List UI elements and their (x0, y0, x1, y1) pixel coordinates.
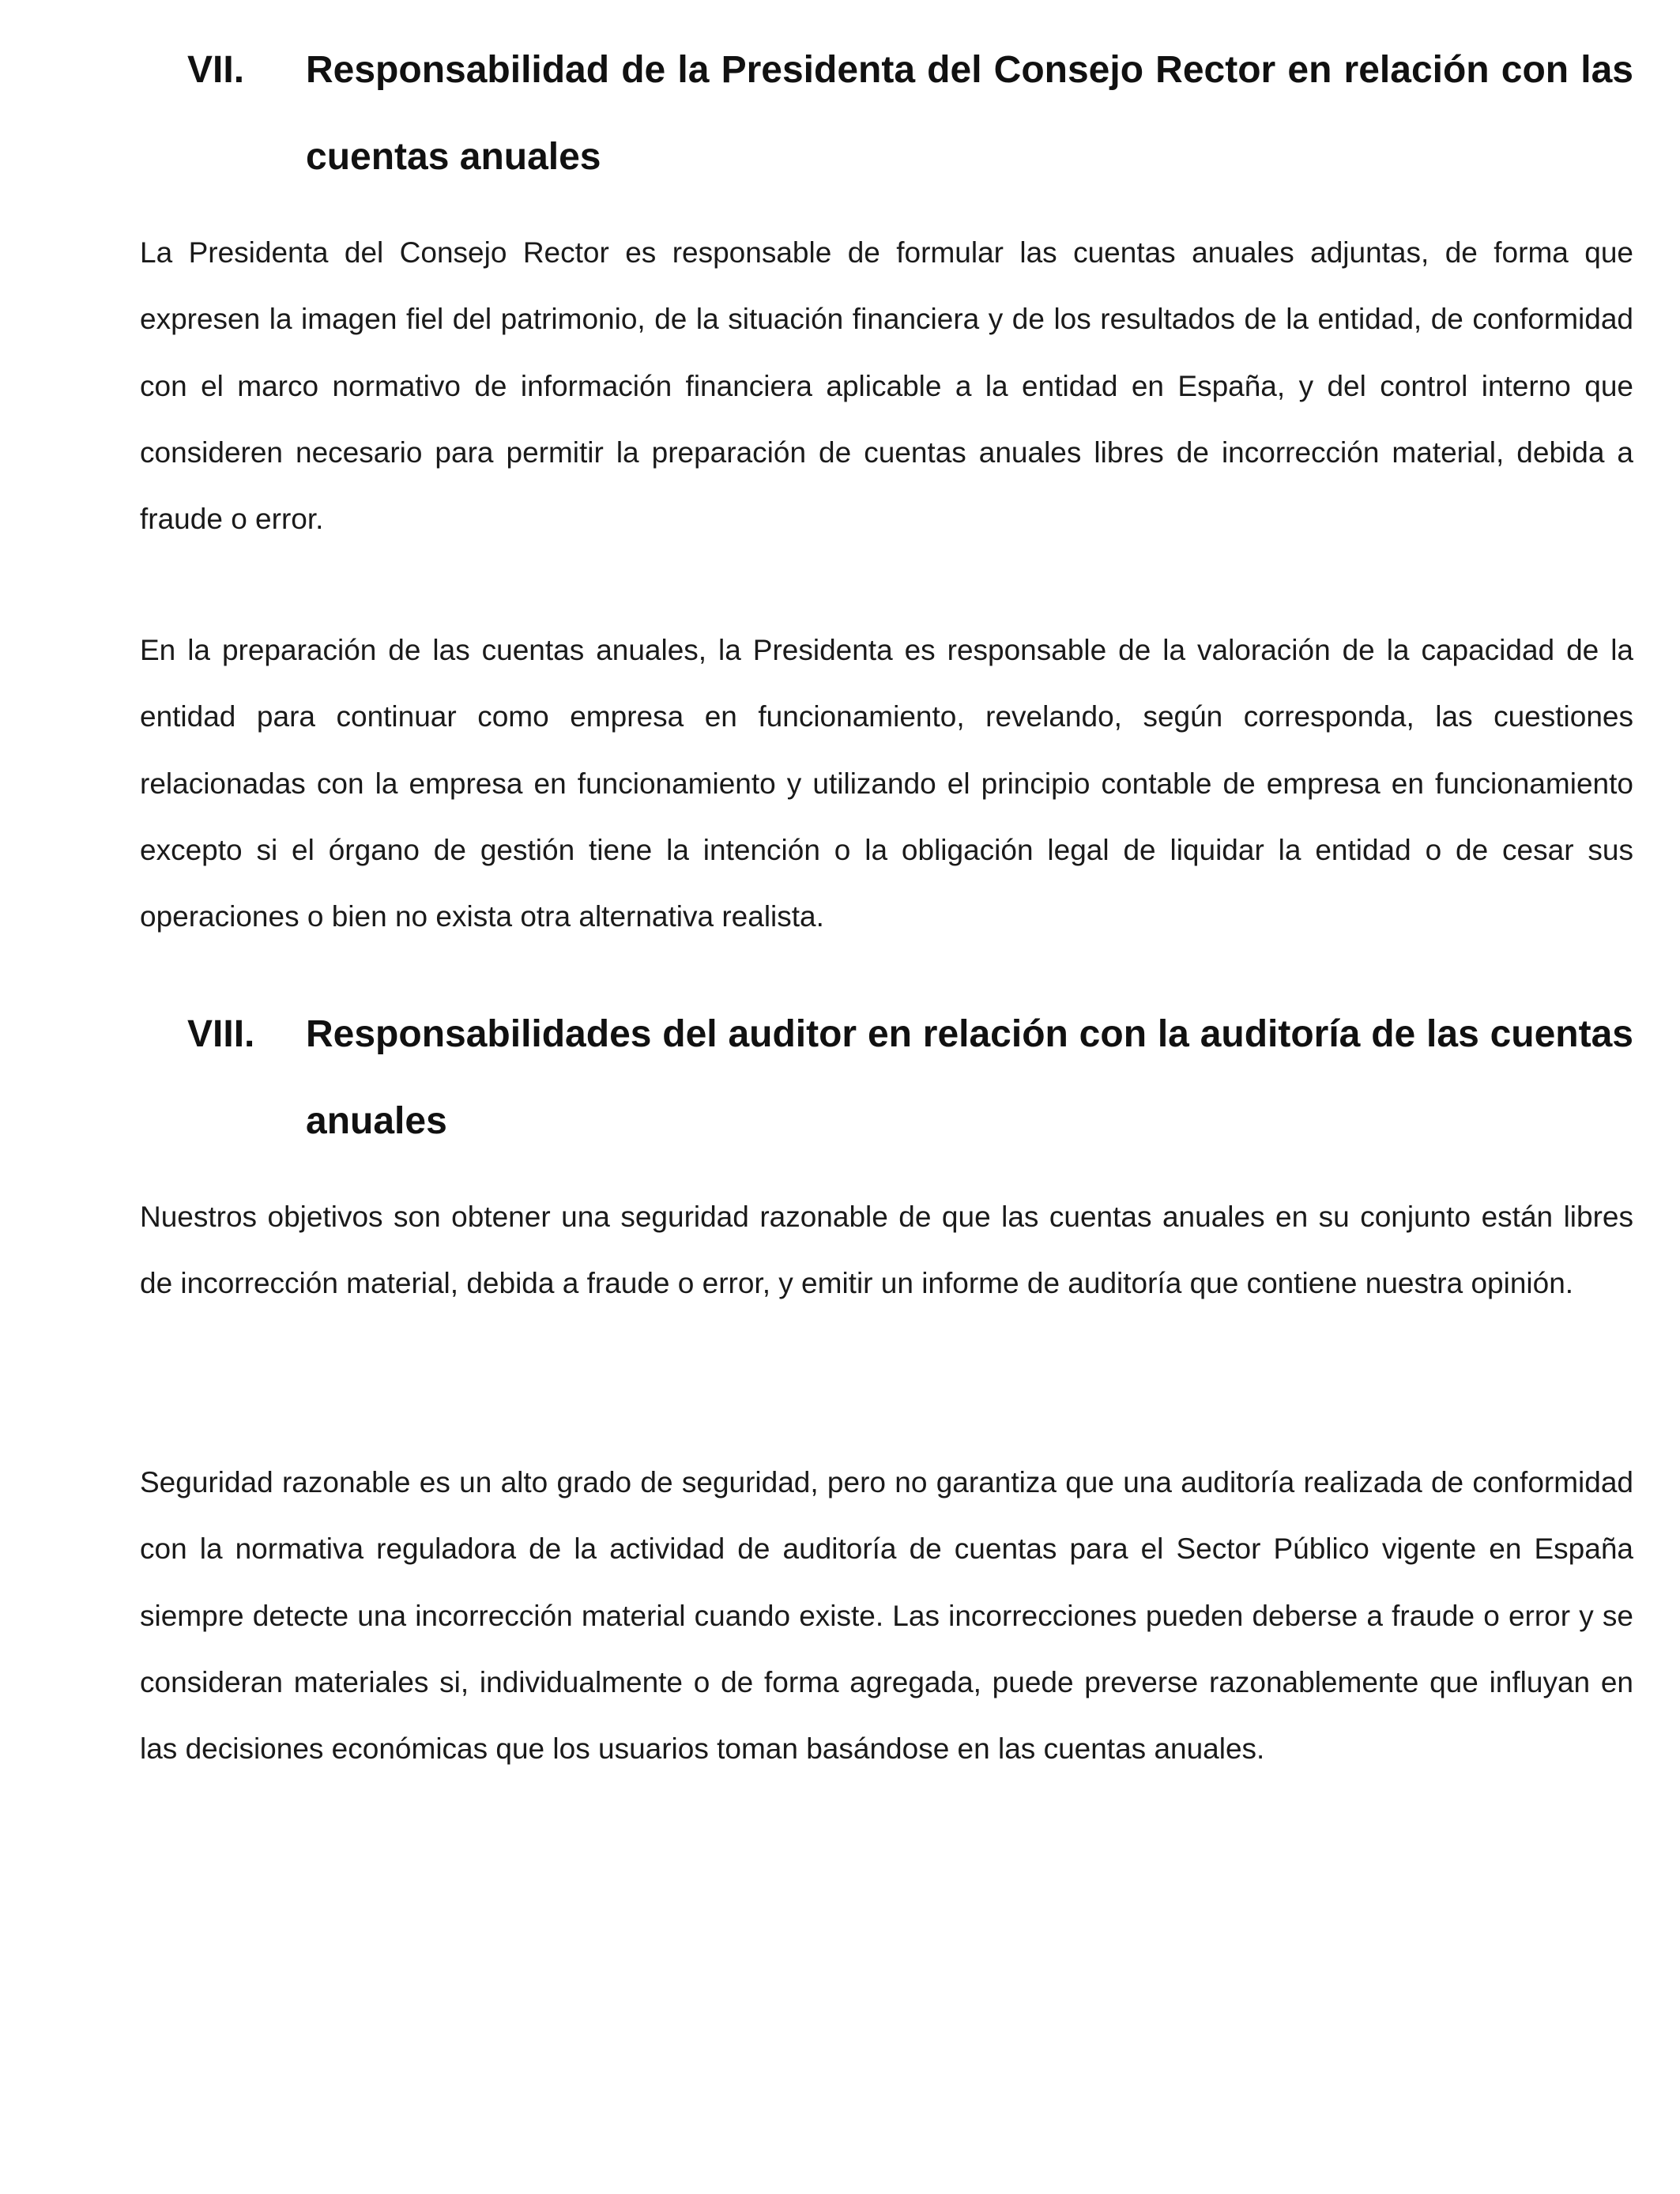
paragraph: Seguridad razonable es un alto grado de seguridad, pero no garantiza que una auditoría realizada de conformidad con la normativa reguladora de la actividad de auditoría de cuentas para el Sector Público vigente en España siempre detecte una incorrección material cuando existe. Las incorrecciones pueden deberse a fraude o error y se consideran materiales si, individualmente o de forma agregada, puede preverse razonablemente que influyan en las decisiones económicas que los usuarios toman basándose en las cuentas anuales. (140, 1466, 1633, 1766)
paragraph: En la preparación de las cuentas anuales, la Presidenta es responsable de la valoración de la capacidad de la entidad para continuar como empresa en funcionamiento, revelando, según corresponda, las cuestiones relacionadas con la empresa en funcionamiento y utilizando el principio contable de empresa en funcionamiento excepto si el órgano de gestión tiene la intención o la obligación legal de liquidar la entidad o de cesar sus operaciones o bien no exista otra alternativa realista. (140, 634, 1633, 933)
paragraph: La Presidenta del Consejo Rector es responsable de formular las cuentas anuales adjuntas, de forma que expresen la imagen fiel del patrimonio, de la situación financiera y de los resultados de la entidad, de conformidad con el marco normativo de información financiera aplicable a la entidad en España, y del control interno que consideren necesario para permitir la preparación de cuentas anuales libres de incorrección material, debida a fraude o error. (140, 236, 1633, 536)
section-number: VIII. (187, 1013, 255, 1055)
section-number: VII. (187, 49, 245, 91)
section-heading-vii (187, 27, 1633, 201)
section-title: Responsabilidad de la Presidenta del Consejo Rector en relación con las cuentas anuales (306, 49, 1633, 178)
section-heading-viii (187, 991, 1633, 1165)
section-title: Responsabilidades del auditor en relación con la auditoría de las cuentas anuales (306, 1013, 1633, 1142)
paragraph: Nuestros objetivos son obtener una seguridad razonable de que las cuentas anuales en su conjunto están libres de incorrección material, debida a fraude o error, y emitir un informe de auditoría que contiene nuestra opinión. (140, 1201, 1633, 1300)
